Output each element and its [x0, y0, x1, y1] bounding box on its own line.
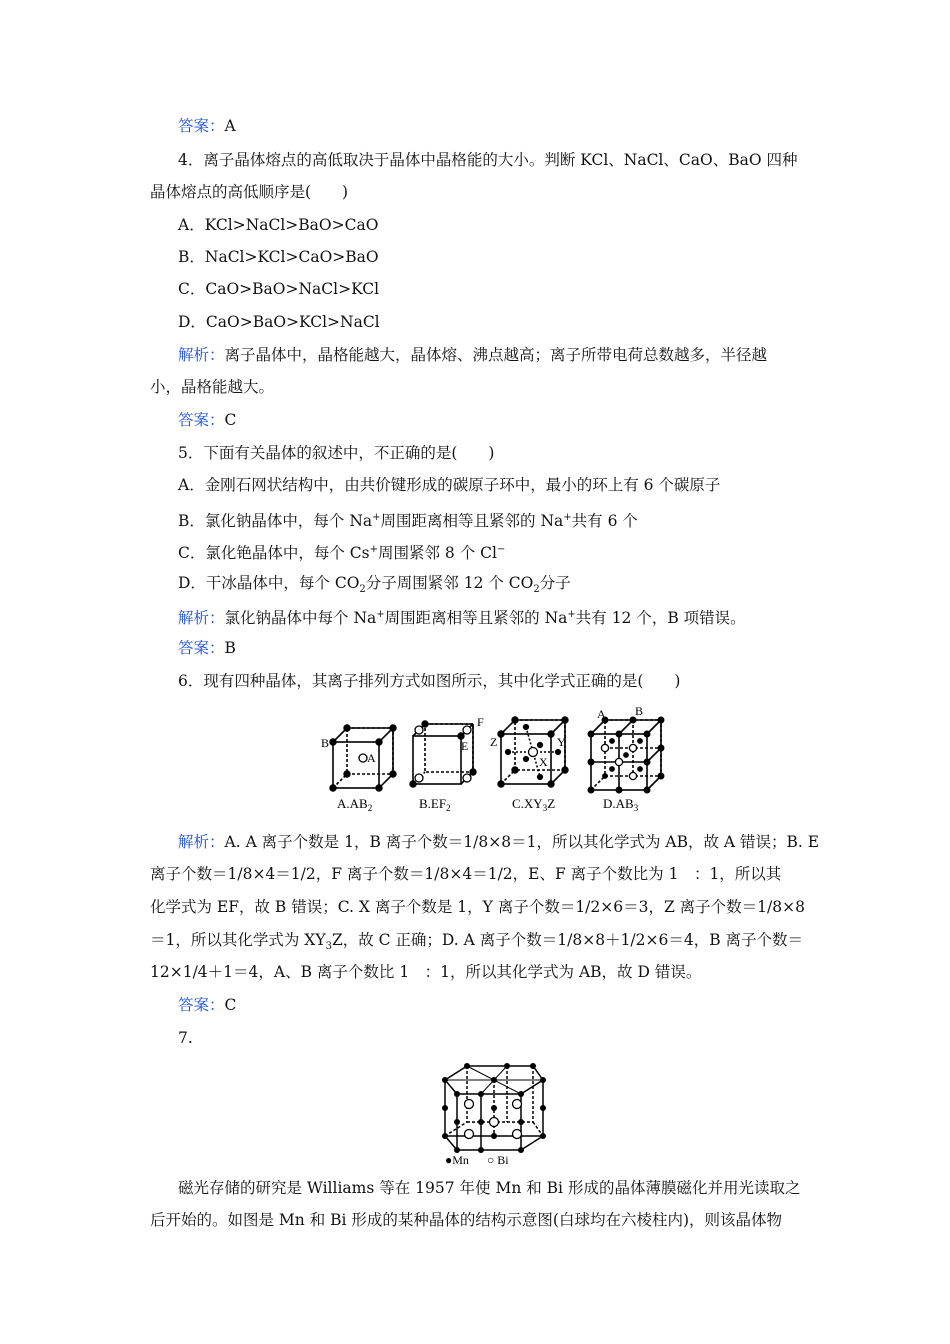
analysis-text: A. A 离子个数是 1，B 离子个数＝1/8×8＝1，所以其化学式为 AB，故 A 错误；B. E: [224, 833, 820, 851]
q5-analysis: [178, 605, 838, 628]
superscript: +: [369, 544, 378, 555]
superscript: +: [372, 512, 381, 523]
subscript: 3: [325, 941, 332, 953]
label-f-atom: F: [477, 715, 484, 729]
answer-value: C: [224, 996, 237, 1014]
q6-analysis-line1: [178, 832, 838, 852]
label-b-atom: B: [321, 736, 330, 750]
text-part: 分子: [539, 574, 571, 592]
caption-text: C.XY: [512, 796, 543, 811]
text-part: B．氯化钠晶体中，每个 Na: [178, 512, 373, 531]
legend-bi: ○ Bi: [487, 1153, 509, 1167]
answer-value: A: [224, 117, 236, 135]
q4-analysis-line2: 小，晶格能越大。: [150, 378, 275, 396]
answer-value: B: [224, 639, 236, 657]
caption-sub: 2: [367, 803, 373, 813]
answer-label: 答案：: [178, 411, 225, 429]
subscript: 2: [359, 584, 366, 596]
analysis-text: 离子晶体中，晶格能越大，晶体熔、沸点越高；离子所带电荷总数越多，半径越: [224, 346, 768, 364]
caption-text: D.AB: [603, 796, 634, 811]
q7-hexagonal-prism-figure: [435, 1058, 555, 1168]
q5-option-a: A．金刚石网状结构中，由共价键形成的碳原子环中，最小的环上有 6 个碳原子: [178, 476, 721, 494]
q5-option-b: [178, 508, 838, 531]
q4-option-b: B．NaCl>KCl>CaO>BaO: [178, 248, 379, 266]
q6-analysis-line2: 离子个数＝1/8×4＝1/2，F 离子个数＝1/8×4＝1/2，E、F 离子个数比为 1 ：1，所以其: [150, 865, 782, 883]
text-part: 周围距离相等且紧邻的 Na: [380, 512, 564, 531]
text-part: C．氯化铯晶体中，每个 Cs: [178, 544, 370, 563]
q4-option-c: C．CaO>BaO>NaCl>KCl: [178, 280, 380, 298]
analysis-label: 解析：: [178, 609, 225, 628]
text-part: D．干冰晶体中，每个 CO: [178, 574, 360, 592]
text-part: 氯化钠晶体中每个 Na: [224, 609, 377, 628]
caption-a: [337, 796, 372, 813]
q4-stem-line2: 晶体熔点的高低顺序是( ): [150, 183, 349, 201]
answer-value: C: [224, 411, 237, 429]
subscript: 2: [533, 584, 540, 596]
text-part: 周围距离相等且紧邻的 Na: [384, 609, 568, 628]
superscript: +: [563, 512, 572, 523]
q6-stem: 6．现有四种晶体，其离子排列方式如图所示，其中化学式正确的是( ): [178, 672, 681, 690]
label-y-atom: Y: [557, 735, 566, 749]
superscript: +: [567, 609, 576, 620]
q5-stem: 5．下面有关晶体的叙述中，不正确的是( ): [178, 444, 495, 462]
q4-answer: [178, 410, 838, 430]
answer-label: 答案：: [178, 117, 225, 135]
superscript: +: [376, 609, 385, 620]
q4-analysis-line1: [178, 345, 838, 365]
q6-analysis-line5: 12×1/4＋1＝4，A、B 离子个数比 1 ：1，所以其化学式为 AB，故 D 错误。: [150, 963, 702, 981]
label-z-atom: Z: [490, 735, 498, 749]
legend-mn: ●Mn: [445, 1153, 469, 1167]
caption-text: B.EF: [419, 796, 447, 811]
caption-tail: Z: [547, 796, 556, 811]
answer-label: 答案：: [178, 996, 225, 1014]
label-b-atom-d: B: [635, 704, 644, 718]
q4-option-d: D．CaO>BaO>KCl>NaCl: [178, 313, 380, 331]
label-a-atom: A: [367, 751, 376, 765]
caption-c: [512, 796, 555, 813]
label-a-atom-d: A: [597, 707, 606, 721]
caption-sub: 3: [542, 803, 548, 813]
q6-analysis-line3: 化学式为 EF，故 B 错误；C. X 离子个数是 1，Y 离子个数＝1/2×6＝3，Z 离子个数＝1/8×8: [150, 898, 805, 916]
q3-answer: [178, 116, 838, 136]
text-part: 共有 12 个，B 项错误。: [575, 609, 746, 628]
analysis-label: 解析：: [178, 346, 225, 364]
caption-b: [419, 796, 451, 813]
q4-stem-line1: 4．离子晶体熔点的高低取决于晶体中晶格能的大小。判断 KCl、NaCl、CaO、BaO 四种: [178, 151, 798, 169]
text-part: Z，故 C 正确；D. A 离子个数＝1/8×8＋1/2×6＝4，B 离子个数＝: [331, 931, 804, 949]
text-part: 共有 6 个: [571, 512, 638, 531]
superscript: −: [496, 544, 506, 555]
q6-crystal-figures: [315, 704, 675, 816]
q7-text-line2: 后开始的。如图是 Mn 和 Bi 形成的某种晶体的结构示意图(白球均在六棱柱内)，则该晶体物: [150, 1211, 783, 1229]
q6-analysis-line4: [150, 930, 810, 957]
q7-number: 7.: [178, 1029, 193, 1047]
q5-option-d: [178, 573, 838, 600]
text-part: 周围紧邻 8 个 Cl: [378, 544, 497, 563]
caption-sub: 3: [633, 803, 639, 813]
text-part: 分子周围紧邻 12 个 CO: [365, 574, 534, 592]
q5-option-c: [178, 540, 838, 563]
q5-answer: [178, 638, 838, 658]
q7-text-line1: 磁光存储的研究是 Williams 等在 1957 年使 Mn 和 Bi 形成的晶体薄膜磁化并用光读取之: [178, 1179, 801, 1197]
q4-option-a: A．KCl>NaCl>BaO>CaO: [178, 216, 379, 234]
text-part: ＝1，所以其化学式为 XY: [150, 931, 326, 949]
label-x-atom: X: [539, 755, 548, 769]
q6-answer: [178, 995, 838, 1015]
caption-text: A.AB: [337, 796, 368, 811]
answer-label: 答案：: [178, 639, 225, 657]
caption-sub: 2: [446, 803, 451, 813]
label-e-atom: E: [461, 739, 469, 753]
caption-d: [603, 796, 639, 813]
analysis-label: 解析：: [178, 833, 225, 851]
